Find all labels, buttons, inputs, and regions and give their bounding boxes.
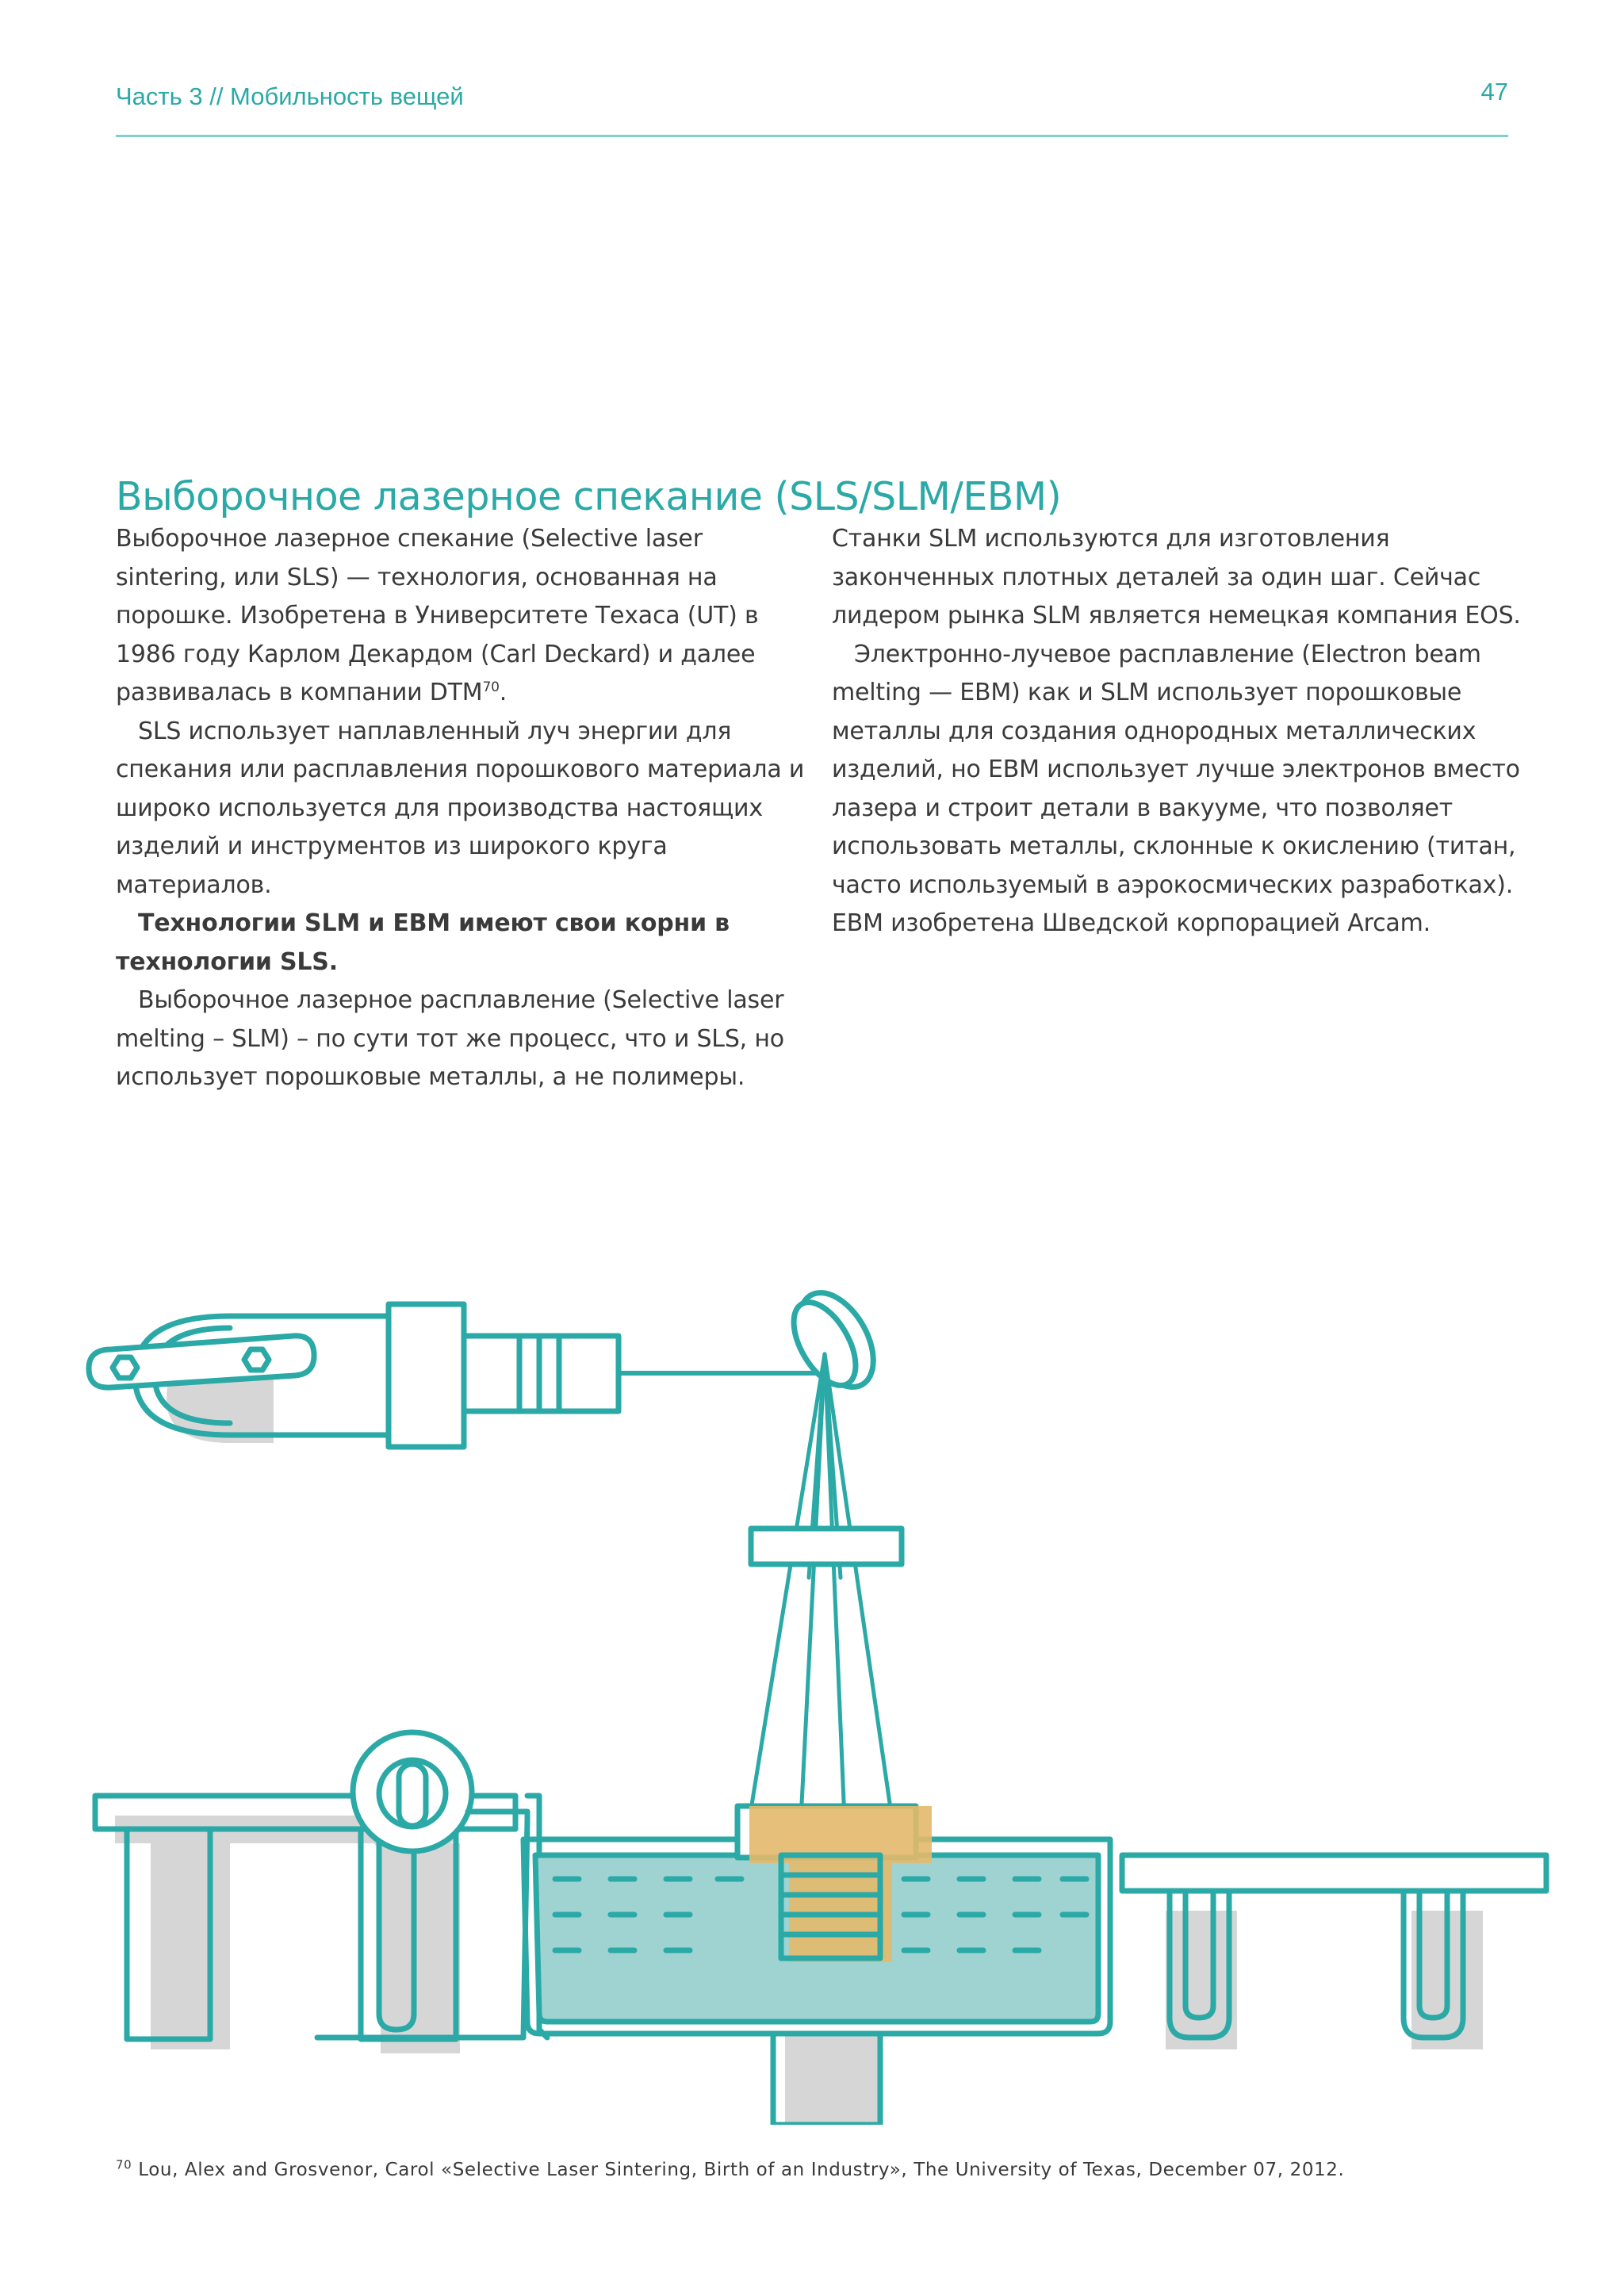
article-title: Выборочное лазерное спекание (SLS/SLM/EBM) [116,473,1062,519]
laser-head [89,1304,619,1447]
header-divider [116,135,1508,137]
right-paragraph-2: Электронно-лучевое расплавление (Electron beam melting — EBM) как и SLM использует порошковые металлы для создания однородных металлических изделий, но EBM использует лучше электронов вместо лазера и строит детали в вакууме, что позволяет использовать металлы, склонные к окислению (титан, часто используемый в аэрокосмических разработках). EBM изобретена Шведской корпорацией Arcam. [832,640,1520,937]
right-paragraph-1: Станки SLM используются для изготовления законченных плотных деталей за один шаг. Сейчас лидером рынка SLM является немецкая компания EOS. [832,525,1521,629]
left-paragraph-4: Выборочное лазерное расплавление (Selective laser melting – SLM) – по сути тот же процесс, что и SLS, но использует порошковые металлы, а не полимеры. [116,986,784,1091]
scan-beams [749,1354,892,1820]
left-paragraph-3-bold: Технологии SLM и EBM имеют свои корни в технологии SLS. [116,909,730,976]
lens-plate [751,1529,902,1564]
page-number: 47 [1480,78,1508,105]
left-paragraph-2: SLS использует наплавленный луч энергии для спекания или расплавления порошкового материала и широко используется для производства настоящих изделий и инструментов из широкого круга материалов. [116,717,805,899]
scanning-mirror [781,1280,888,1400]
right-column [832,520,1522,943]
running-header-section: Часть 3 // Мобильность вещей [116,82,464,110]
footnote-number: 70 [116,2157,132,2172]
footnote: $^{70}$ Lou, Alex and Grosvenor, Carol «Selective Laser Sintering, Birth of an Industry», The University of Texas, December 07, 2012. [116,2157,1345,2180]
left-paragraph-1: Выборочное лазерное спекание (Selective laser sintering, или SLS) — технология, основанная на порошке. Изобретена в Университете Техаса (UT) в 1986 году Карлом Декардом (Carl Deckard) и далее развивалась в компании DTM$^{70}$. [116,525,759,706]
left-column [116,520,806,1097]
footnote-reference[interactable]: 70 [482,679,500,695]
sls-machine-illustration [0,1229,1624,2125]
